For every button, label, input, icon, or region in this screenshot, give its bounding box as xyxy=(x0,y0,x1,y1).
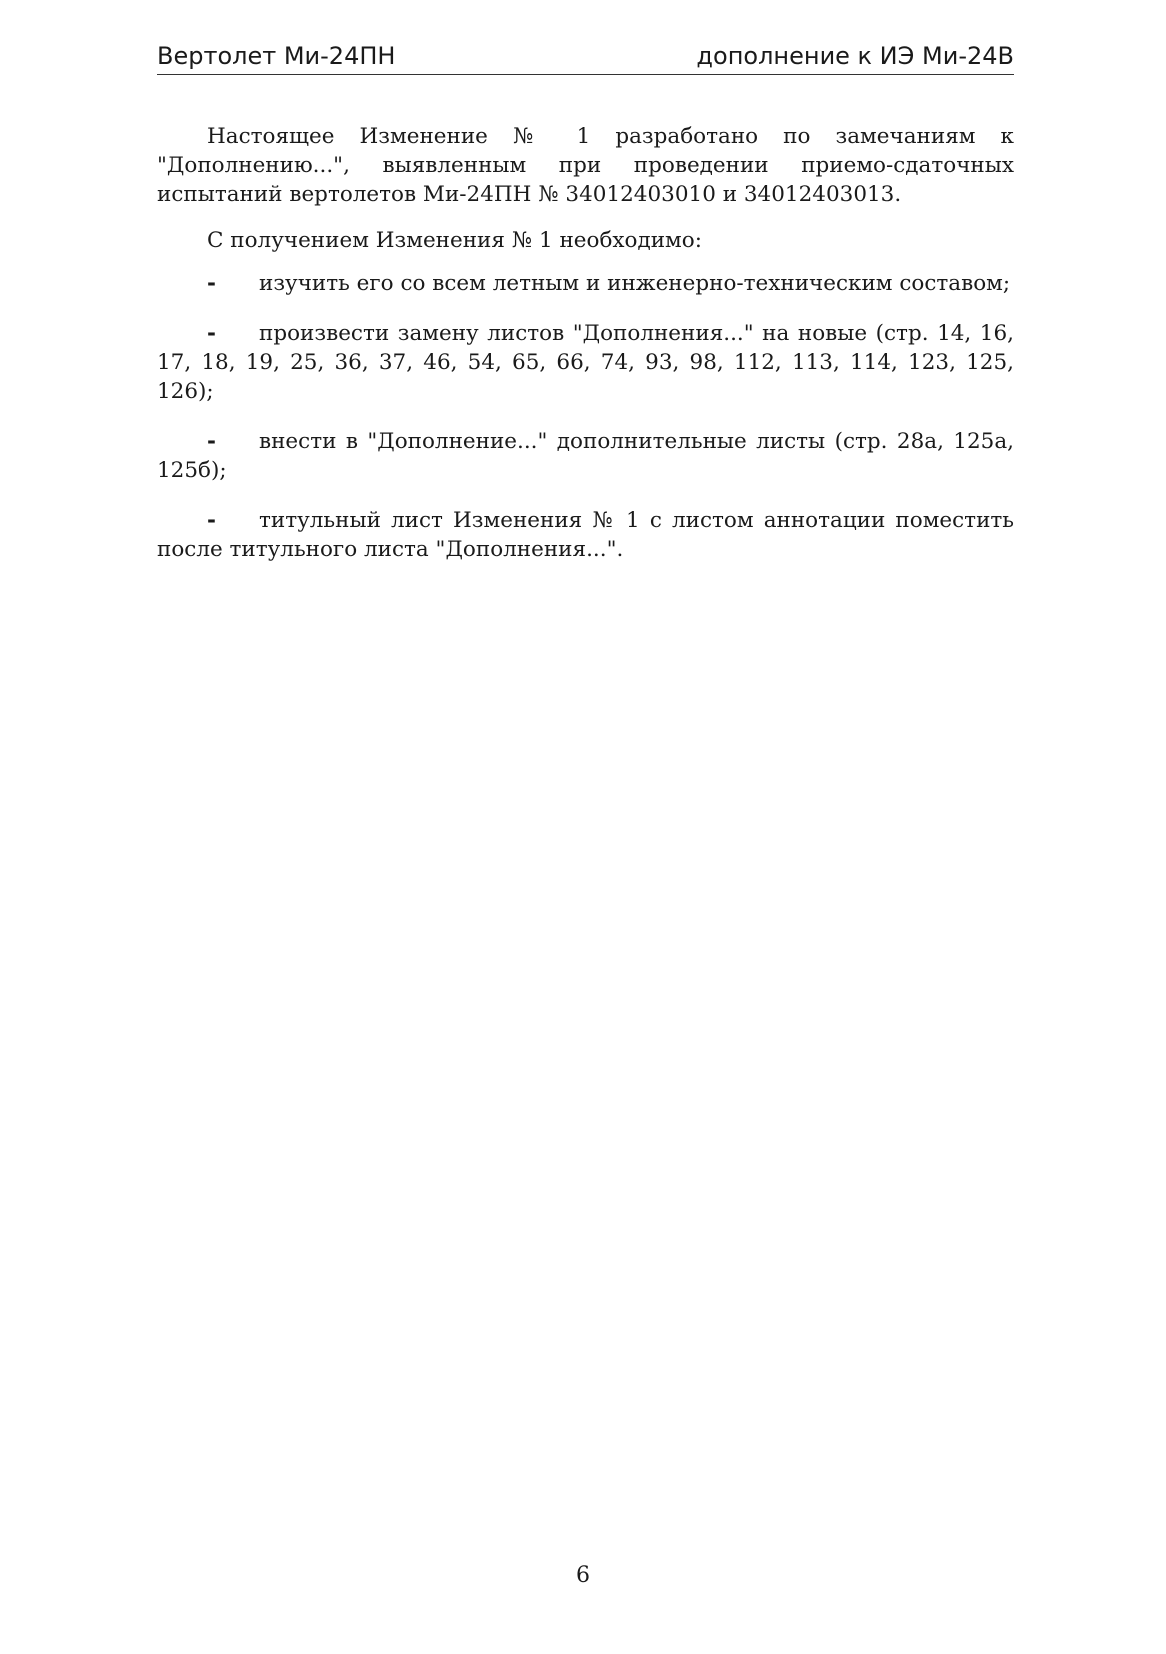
dash-marker: - xyxy=(207,271,216,296)
page-header xyxy=(157,38,1014,75)
header-title-right: дополнение к ИЭ Ми-24В xyxy=(696,42,1014,70)
dash-marker: - xyxy=(207,508,216,533)
list-item xyxy=(157,427,1014,485)
dash-marker: - xyxy=(207,429,216,454)
requirement-intro: С получением Изменения № 1 необходимо: xyxy=(207,228,702,253)
list-item-text: изучить его со всем летным и инженерно-техническим составом; xyxy=(259,271,1011,296)
list-item-text: титульный лист Изменения № 1 с листом аннотации поместить после титульного листа "Дополнения...". xyxy=(157,508,1014,562)
list-item xyxy=(157,506,1014,564)
intro-paragraph: Настоящее Изменение № 1 разработано по замечаниям к "Дополнению...", выявленным при проведении приемо-сдаточных испытаний вертолетов Ми-24ПН № 34012403010 и 34012403013. xyxy=(157,124,1014,207)
list-item xyxy=(157,319,1014,406)
page-number: 6 xyxy=(576,1563,590,1588)
header-title-left: Вертолет Ми-24ПН xyxy=(157,42,396,70)
list-item-text: произвести замену листов "Дополнения..." на новые (стр. 14, 16, 17, 18, 19, 25, 36, 37, 46, 54, 65, 66, 74, 93, 98, 112, 113, 114, 123, 125, 126); xyxy=(157,321,1014,404)
list-item-text: внести в "Дополнение..." дополнительные листы (стр. 28а, 125а, 125б); xyxy=(157,429,1014,483)
dash-marker: - xyxy=(207,321,216,346)
list-item xyxy=(157,269,1014,298)
body-text xyxy=(157,122,1014,585)
